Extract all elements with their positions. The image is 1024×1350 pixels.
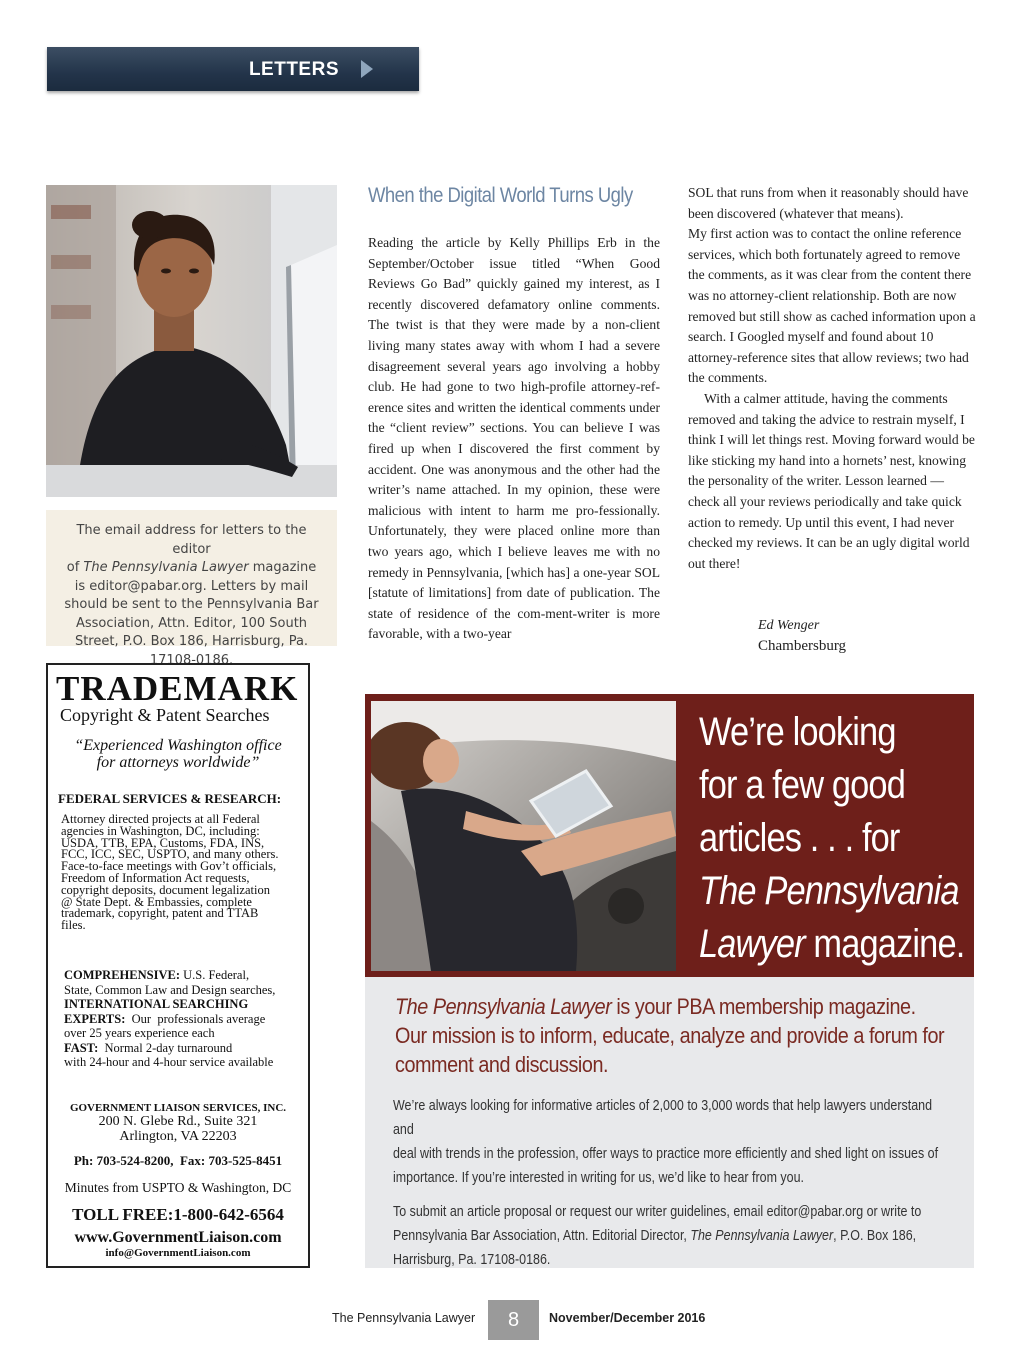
service-label: INTERNATIONAL SEARCHING	[64, 997, 249, 1011]
magazine-name: The Pennsylvania Lawyer	[83, 560, 249, 575]
caption-text: editor@pabar.org. Letters by mail should be sent to the Pennsylvania Bar Association, Attn. Editor, 100 South Street, P.O. Box 186, Harrisburg, Pa. 17108-0186.	[64, 578, 319, 668]
footer-issue: November/December 2016	[549, 1311, 706, 1325]
body-line: deal with trends in the profession, offer ways to practice more efficiently and shed light on issues of	[393, 1146, 939, 1162]
body-line: Harrisburg, Pa. 17108-0186.	[393, 1252, 551, 1268]
letter-paragraph: With a calmer attitude, having the comments removed and taking the advice to restrain myself, I think I will let things rest. Moving forward would be like sticking my hand into a hornets’ nest, knowing the personality of the writer. Lesson learned — check all your reviews periodically and take quick action to remedy. Up until this event, I had never checked my reviews. It can be an ugly digital world out there!	[688, 390, 975, 571]
footer-publication: The Pennsylvania Lawyer	[332, 1311, 476, 1325]
letter-column-1	[368, 233, 660, 645]
body-line: , P.O. Box 186,	[833, 1228, 917, 1244]
body-line: We’re always looking for informative articles of 2,000 to 3,000 words that help lawyers understand and	[393, 1098, 933, 1138]
letter-paragraph: Reading the article by Kelly Phillips Erb in the September/October issue titled “When Good Reviews Go Bad” quickly gained my interest, as I recently discovered defamatory online comments. The twist is that they were made by a non-client living many states away with whom I had a severe disagreement several years ago involving a hobby club. He had gone to two high-profile attorney-ref-erence sites and written the identical comments under the “client review” sections. You can believe I was fired up when I discovered the first comment by accident. One was anonymous and the other had the writer’s name attached. In my opinion, these were malicious with intent to harm me pro-fessionally. Unfortunately, they were placed online more than two years ago, which I believe leaves me with no remedy in Pennsylvania, [which has] a one-year SOL [statute of limitations] from date of publication. The state of residence of the com-ment-writer is more favorable, with a two-year	[368, 235, 660, 642]
headline-line: magazine.	[804, 922, 965, 966]
federal-services-text	[61, 814, 313, 932]
ad-paragraph	[393, 1200, 943, 1272]
company-contact	[48, 1102, 308, 1259]
fed-line: copyright deposits, document legalization	[61, 882, 270, 897]
magazine-name: The Pennsylvania Lawyer	[395, 994, 612, 1019]
service-text: with 24-hour and 4-hour service available	[64, 1055, 274, 1069]
company-phone: Ph: 703-524-8200, Fax: 703-525-8451	[73, 1153, 283, 1168]
ad-quote	[48, 737, 308, 771]
body-line: Pennsylvania Bar Association, Attn. Editorial Director,	[393, 1228, 691, 1244]
letter-column-2	[688, 183, 978, 574]
section-banner	[47, 47, 419, 91]
headline-line: The Pennsylvania	[699, 869, 959, 913]
fed-line: files.	[61, 918, 86, 933]
quote-line: for attorneys worldwide”	[96, 754, 260, 771]
mission-line: is your PBA membership magazine.	[611, 994, 916, 1019]
company-address: 200 N. Glebe Rd., Suite 321	[98, 1114, 258, 1129]
ad-body-text	[393, 1094, 943, 1282]
service-text: U.S. Federal,	[179, 968, 250, 982]
woman-with-tablet-photo	[371, 701, 676, 971]
service-text: over 25 years experience each	[64, 1026, 215, 1040]
company-location-note: Minutes from USPTO & Washington, DC	[64, 1180, 292, 1195]
fed-line: Face-to-face meetings with Gov’t officials,	[61, 859, 277, 874]
company-address: Arlington, VA 22203	[119, 1129, 237, 1144]
service-text: Normal 2-day turnaround	[98, 1040, 233, 1055]
letter-paragraph: SOL that runs from when it reasonably should have been discovered (whatever that means).	[688, 185, 969, 221]
body-line: importance. If you’re interested in writing for us, we’d like to hear from you.	[393, 1170, 804, 1186]
ad-paragraph	[393, 1094, 943, 1190]
service-label: EXPERTS:	[64, 1011, 126, 1026]
headline-line: articles . . . for	[699, 816, 900, 860]
chevron-right-icon	[361, 60, 373, 78]
quote-line: “Experienced Washington office	[74, 737, 282, 754]
toll-free-number: TOLL FREE:1-800-642-6564	[72, 1205, 284, 1224]
letter-paragraph: My first action was to contact the online reference services, which both fortunately agreed to remove the comments, as it was clear from the content there was no attorney-client relationship. Both are now removed but still show as cached information upon a search. I Googled myself and found about 10 attorney-reference sites that allow reviews; two had the comments.	[688, 226, 976, 386]
woman-at-computer-photo	[46, 185, 337, 497]
headline-line: for a few good	[699, 763, 905, 807]
fed-line: trademark, copyright, patent and TTAB	[61, 906, 259, 921]
ad-banner	[365, 694, 974, 977]
letter-title: When the Digital World Turns Ugly	[368, 184, 633, 207]
service-text: State, Common Law and Design searches,	[64, 982, 276, 997]
caption-line: magazine is	[74, 560, 317, 594]
mission-line: comment and discussion.	[395, 1052, 609, 1077]
signature-name: Ed Wenger	[758, 618, 820, 633]
company-email-link[interactable]: info@GovernmentLiaison.com	[105, 1247, 251, 1259]
company-name: GOVERNMENT LIAISON SERVICES, INC.	[69, 1102, 287, 1114]
service-label: FAST:	[64, 1040, 99, 1055]
fed-line: Freedom of Information Act requests,	[61, 870, 250, 885]
service-text: Our professionals average	[125, 1011, 266, 1026]
fed-line: USDA, TTB, EPA, Customs, FDA, INS,	[61, 835, 265, 850]
trademark-ad	[46, 663, 310, 1268]
call-for-articles-ad	[365, 694, 974, 1268]
services-list	[64, 968, 304, 1070]
service-label: COMPREHENSIVE:	[64, 968, 180, 982]
federal-services-heading: FEDERAL SERVICES & RESEARCH:	[58, 791, 282, 806]
headline-line: We’re looking	[699, 710, 896, 754]
ad-title: TRADEMARK	[56, 669, 299, 708]
ad-subtitle: Copyright & Patent Searches	[60, 705, 270, 725]
fed-line: FCC, ICC, SEC, USPTO, and many others.	[61, 847, 279, 862]
mission-line: Our mission is to inform, educate, analyze and provide a forum for	[395, 1023, 945, 1048]
magazine-name: The Pennsylvania Lawyer	[690, 1228, 834, 1244]
ad-mission-statement	[395, 992, 955, 1079]
letters-email-caption	[46, 510, 337, 668]
caption-line: of	[66, 560, 84, 575]
headline-line: Lawyer	[699, 922, 805, 966]
page-number: 8	[488, 1300, 539, 1340]
company-website-link[interactable]: www.GovernmentLiaison.com	[74, 1229, 282, 1246]
fed-line: Attorney directed projects at all Federal	[61, 812, 260, 826]
fed-line: agencies in Washington, DC, including:	[61, 823, 260, 838]
caption-line: The email address for letters to the editor	[76, 523, 307, 557]
body-line: To submit an article proposal or request our writer guidelines, email editor@pabar.org or write to	[393, 1204, 922, 1220]
section-label: LETTERS	[248, 59, 339, 80]
ad-headline	[699, 706, 965, 971]
fed-line: @ State Dept. & Embassies, complete	[61, 894, 252, 909]
signature-city: Chambersburg	[758, 638, 847, 654]
